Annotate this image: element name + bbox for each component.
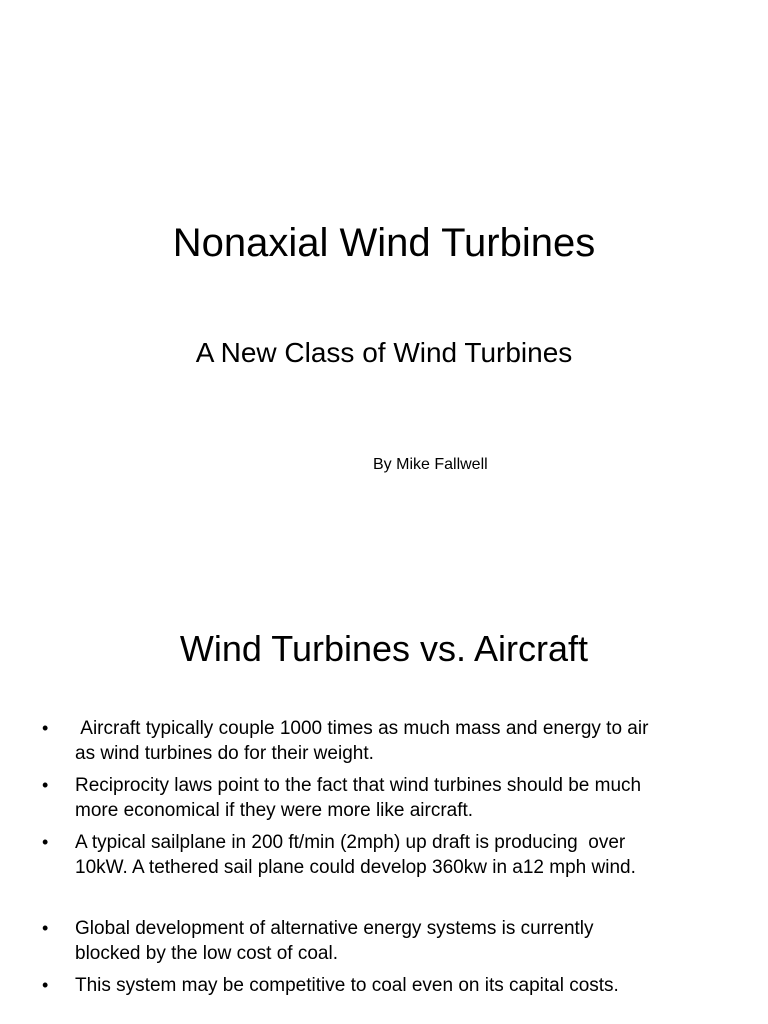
bullet-icon: • [42, 832, 49, 852]
bullet-text: Global development of alternative energy systems is currently blocked by the low cost of coal. [75, 918, 594, 964]
bullet-text: This system may be competitive to coal even on its capital costs. [75, 975, 619, 996]
bullet-text: Aircraft typically couple 1000 times as much mass and energy to air as wind turbines do for their weight. [75, 718, 649, 764]
slide-subtitle: A New Class of Wind Turbines [195, 337, 573, 368]
bullet-icon: • [42, 975, 49, 995]
bullet-icon: • [42, 718, 49, 738]
slide-title: Nonaxial Wind Turbines [172, 221, 596, 265]
bullet-icon: • [42, 918, 49, 938]
author-line: By Mike Fallwell [373, 456, 488, 473]
bullet-text: Reciprocity laws point to the fact that wind turbines should be much more economical if they were more like aircraft. [75, 775, 642, 821]
slide-title: Wind Turbines vs. Aircraft [179, 628, 589, 669]
bullet-icon: • [42, 775, 49, 795]
content-slide [0, 512, 768, 1024]
bullet-text: A typical sailplane in 200 ft/min (2mph) up draft is producing over 10kW. A tethered sail plane could develop 360kw in a12 mph wind. [75, 832, 636, 878]
